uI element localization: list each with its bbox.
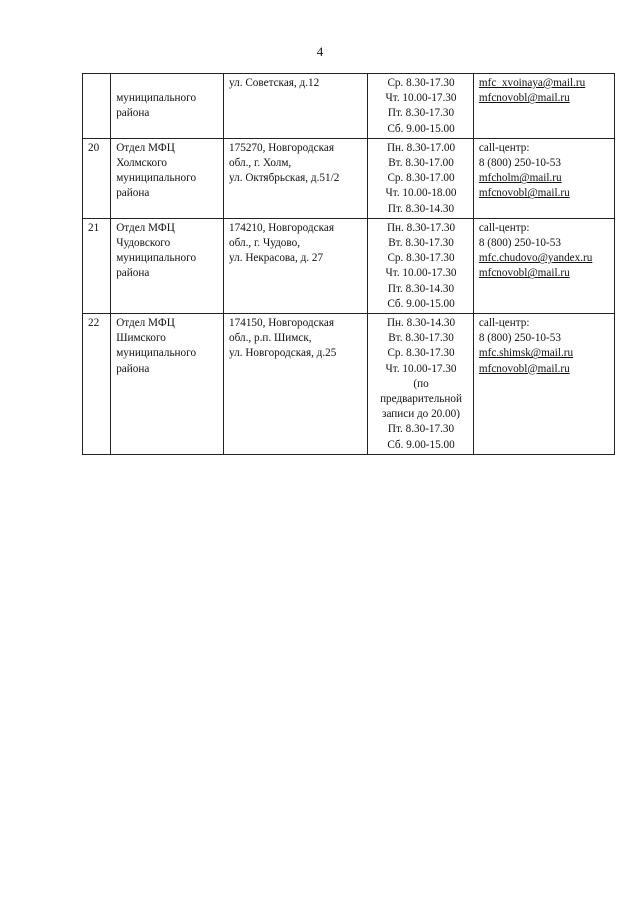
- table-row: [83, 314, 615, 455]
- office-name-cell: [111, 74, 224, 139]
- hours-line: Пт. 8.30-17.30: [387, 423, 455, 436]
- hours-line: Сб. 9.00-15.00: [387, 297, 455, 310]
- address-line: ул. Новгородская, д.25: [229, 347, 337, 360]
- office-name-line: Отдел МФЦ: [116, 317, 175, 330]
- table-row: [83, 138, 615, 218]
- hours-line: Пт. 8.30-14.30: [387, 202, 455, 215]
- contact-line: 8 (800) 250-10-53: [478, 237, 561, 250]
- address-line: обл., г. Чудово,: [229, 237, 300, 250]
- office-name-line: района: [116, 107, 150, 120]
- hours-line: Пт. 8.30-17.30: [387, 107, 455, 120]
- office-name-line: района: [116, 187, 150, 200]
- hours-line: Вт. 8.30-17.30: [388, 332, 454, 345]
- contact-line: call-центр:: [478, 141, 530, 154]
- hours-line: Пт. 8.30-14.30: [387, 282, 455, 295]
- address-line: ул. Некрасова, д. 27: [229, 252, 324, 265]
- contact-line: 8 (800) 250-10-53: [478, 332, 561, 345]
- hours-line: Вт. 8.30-17.00: [388, 157, 454, 170]
- page-number: 4: [316, 44, 324, 59]
- hours-cell: [368, 218, 474, 313]
- email-link[interactable]: mfcnovobl@mail.ru: [478, 92, 570, 105]
- email-link[interactable]: mfc.shimsk@mail.ru: [478, 347, 574, 360]
- office-name-line: муниципального: [116, 252, 197, 265]
- contact-line: call-центр:: [478, 221, 530, 234]
- email-link[interactable]: mfcnovobl@mail.ru: [478, 267, 570, 280]
- table-row: [83, 74, 615, 139]
- office-name-line: района: [116, 267, 150, 280]
- hours-line: записи до 20.00): [382, 408, 460, 421]
- hours-line: Пн. 8.30-17.30: [386, 221, 456, 234]
- address-cell: [224, 74, 368, 139]
- hours-line: (по: [413, 377, 429, 390]
- row-number: 22: [83, 314, 111, 455]
- office-name-line: муниципального: [116, 172, 197, 185]
- office-name-line: Отдел МФЦ: [116, 141, 175, 154]
- contacts-cell: [473, 138, 614, 218]
- address-line: 174210, Новгородская: [229, 221, 334, 234]
- hours-line: Пн. 8.30-14.30: [386, 317, 456, 330]
- office-name-line: муниципального: [116, 347, 197, 360]
- address-cell: [224, 218, 368, 313]
- hours-cell: [368, 138, 474, 218]
- hours-line: Чт. 10.00-18.00: [385, 187, 457, 200]
- office-name-line: района: [116, 362, 150, 375]
- row-number: 21: [83, 218, 111, 313]
- table-row: [83, 218, 615, 313]
- office-name-cell: [111, 218, 224, 313]
- hours-line: Чт. 10.00-17.30: [385, 362, 457, 375]
- hours-line: Ср. 8.30-17.30: [387, 347, 455, 360]
- email-link[interactable]: mfcnovobl@mail.ru: [478, 187, 570, 200]
- address-line: обл., г. Холм,: [229, 157, 292, 170]
- email-link[interactable]: mfc_xvoinaya@mail.ru: [478, 77, 586, 89]
- address-line: 175270, Новгородская: [229, 141, 334, 154]
- hours-line: Ср. 8.30-17.00: [387, 172, 455, 185]
- address-cell: [224, 138, 368, 218]
- office-name-line: Холмского: [116, 157, 168, 170]
- office-name-line: муниципального: [116, 92, 197, 105]
- hours-line: Сб. 9.00-15.00: [387, 438, 455, 451]
- hours-line: Чт. 10.00-17.30: [385, 92, 457, 105]
- mfc-offices-table: [82, 73, 615, 455]
- hours-line: Ср. 8.30-17.30: [387, 77, 455, 89]
- hours-line: Чт. 10.00-17.30: [385, 267, 457, 280]
- contacts-cell: [473, 74, 614, 139]
- hours-cell: [368, 74, 474, 139]
- office-name-cell: [111, 314, 224, 455]
- hours-line: Пн. 8.30-17.00: [386, 141, 456, 154]
- address-line: обл., р.п. Шимск,: [229, 332, 312, 345]
- contact-line: call-центр:: [478, 317, 530, 330]
- contact-line: 8 (800) 250-10-53: [478, 157, 561, 170]
- address-line: ул. Октябрьская, д.51/2: [229, 172, 340, 185]
- office-name-line: Отдел МФЦ: [116, 221, 175, 234]
- table-body: [83, 74, 615, 455]
- contacts-cell: [473, 218, 614, 313]
- hours-line: предварительной: [380, 393, 462, 406]
- office-name-line: [116, 76, 219, 91]
- address-line: 174150, Новгородская: [229, 317, 334, 330]
- address-cell: [224, 314, 368, 455]
- hours-line: Вт. 8.30-17.30: [388, 237, 454, 250]
- office-name-cell: [111, 138, 224, 218]
- hours-line: Сб. 9.00-15.00: [387, 122, 455, 135]
- row-number: 20: [83, 138, 111, 218]
- email-link[interactable]: mfcnovobl@mail.ru: [478, 362, 570, 375]
- contacts-cell: [473, 314, 614, 455]
- address-line: ул. Советская, д.12: [229, 77, 320, 89]
- hours-line: Ср. 8.30-17.30: [387, 252, 455, 265]
- email-link[interactable]: mfcholm@mail.ru: [478, 172, 562, 185]
- row-number: [83, 74, 111, 139]
- office-name-line: Шимского: [116, 332, 166, 345]
- hours-cell: [368, 314, 474, 455]
- email-link[interactable]: mfc.chudovo@yandex.ru: [478, 252, 593, 265]
- office-name-line: Чудовского: [116, 237, 171, 250]
